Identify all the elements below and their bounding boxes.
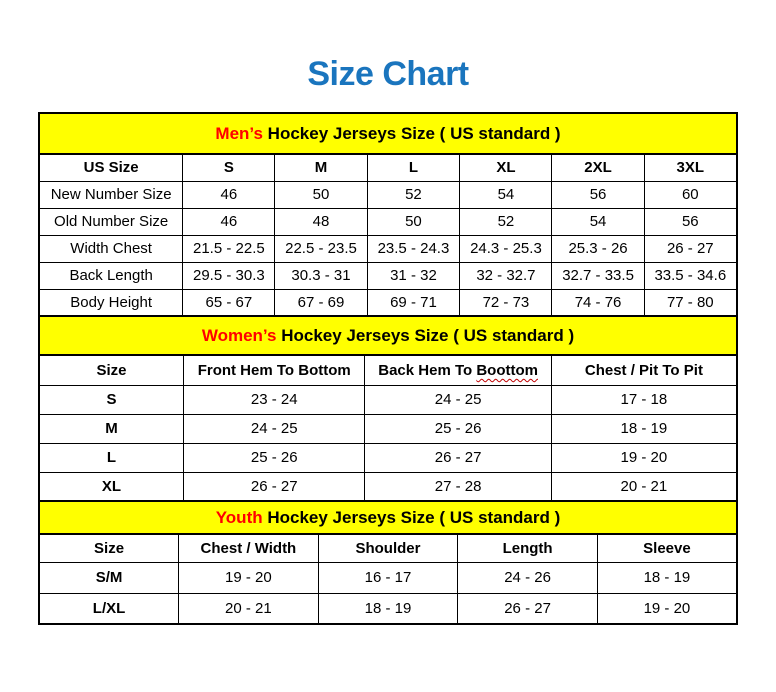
table-cell: 65 - 67 — [183, 289, 275, 316]
table-cell: 25 - 26 — [365, 414, 551, 443]
column-header: Chest / Width — [179, 534, 319, 562]
table-cell: 50 — [367, 208, 460, 235]
table-cell: 26 - 27 — [644, 235, 737, 262]
section-header-youth — [38, 502, 738, 533]
column-header: 2XL — [552, 154, 644, 181]
table-cell: 67 - 69 — [275, 289, 367, 316]
table-cell: 77 - 80 — [644, 289, 737, 316]
row-label: New Number Size — [39, 181, 183, 208]
row-label: Width Chest — [39, 235, 183, 262]
table-cell: 26 - 27 — [183, 472, 364, 501]
table-cell: 19 - 20 — [179, 562, 319, 593]
column-header: Length — [458, 534, 598, 562]
mens-size-table — [38, 153, 738, 317]
section-header-mens — [38, 112, 738, 153]
table-cell: 23 - 24 — [183, 385, 364, 414]
table-row — [39, 235, 737, 262]
table-cell: 16 - 17 — [318, 562, 458, 593]
table-row — [39, 562, 737, 593]
table-cell: 46 — [183, 181, 275, 208]
table-cell: 29.5 - 30.3 — [183, 262, 275, 289]
table-cell: 24.3 - 25.3 — [460, 235, 552, 262]
row-label: L/XL — [39, 593, 179, 624]
column-header: 3XL — [644, 154, 737, 181]
table-cell: 50 — [275, 181, 367, 208]
column-header: Shoulder — [318, 534, 458, 562]
row-label: Old Number Size — [39, 208, 183, 235]
column-header: Front Hem To Bottom — [183, 355, 364, 385]
table-cell: 24 - 25 — [183, 414, 364, 443]
section-header-youth-rest: Hockey Jerseys Size ( US standard ) — [262, 507, 561, 527]
column-header: Chest / Pit To Pit — [551, 355, 737, 385]
row-label: Back Length — [39, 262, 183, 289]
header-row — [39, 355, 737, 385]
table-row — [39, 443, 737, 472]
table-row — [39, 385, 737, 414]
table-cell: 19 - 20 — [551, 443, 737, 472]
section-header-mens-rest: Hockey Jerseys Size ( US standard ) — [262, 123, 561, 143]
table-cell: 33.5 - 34.6 — [644, 262, 737, 289]
table-cell: 56 — [552, 181, 644, 208]
column-header: M — [275, 154, 367, 181]
row-label: S — [39, 385, 183, 414]
table-row — [39, 181, 737, 208]
column-header: S — [183, 154, 275, 181]
row-label: Body Height — [39, 289, 183, 316]
table-cell: 25 - 26 — [183, 443, 364, 472]
table-cell: 31 - 32 — [367, 262, 460, 289]
column-header: Size — [39, 355, 183, 385]
column-header: Back Hem To Boottom — [365, 355, 551, 385]
row-label: XL — [39, 472, 183, 501]
table-cell: 32.7 - 33.5 — [552, 262, 644, 289]
column-header: XL — [460, 154, 552, 181]
table-cell: 52 — [460, 208, 552, 235]
table-row — [39, 472, 737, 501]
section-header-womens-highlight: Women’s — [201, 325, 277, 345]
table-cell: 27 - 28 — [365, 472, 551, 501]
table-cell: 69 - 71 — [367, 289, 460, 316]
table-cell: 18 - 19 — [551, 414, 737, 443]
column-header: Size — [39, 534, 179, 562]
table-cell: 72 - 73 — [460, 289, 552, 316]
table-cell: 20 - 21 — [551, 472, 737, 501]
size-chart-container — [38, 112, 738, 625]
table-cell: 26 - 27 — [365, 443, 551, 472]
youth-size-table — [38, 533, 738, 625]
table-cell: 22.5 - 23.5 — [275, 235, 367, 262]
section-header-youth-highlight: Youth — [215, 507, 263, 527]
row-label: M — [39, 414, 183, 443]
table-row — [39, 208, 737, 235]
table-row — [39, 262, 737, 289]
table-cell: 60 — [644, 181, 737, 208]
table-cell: 52 — [367, 181, 460, 208]
table-cell: 17 - 18 — [551, 385, 737, 414]
table-cell: 54 — [552, 208, 644, 235]
table-row — [39, 593, 737, 624]
table-cell: 32 - 32.7 — [460, 262, 552, 289]
table-cell: 74 - 76 — [552, 289, 644, 316]
section-header-mens-highlight: Men’s — [215, 123, 263, 143]
table-cell: 19 - 20 — [597, 593, 737, 624]
table-row — [39, 289, 737, 316]
table-cell: 56 — [644, 208, 737, 235]
table-cell: 30.3 - 31 — [275, 262, 367, 289]
table-cell: 26 - 27 — [458, 593, 598, 624]
table-cell: 20 - 21 — [179, 593, 319, 624]
table-row — [39, 414, 737, 443]
womens-size-table — [38, 354, 738, 502]
table-cell: 46 — [183, 208, 275, 235]
table-cell: 48 — [275, 208, 367, 235]
table-cell: 23.5 - 24.3 — [367, 235, 460, 262]
column-header: US Size — [39, 154, 183, 181]
table-cell: 18 - 19 — [318, 593, 458, 624]
row-label: S/M — [39, 562, 179, 593]
section-header-womens-rest: Hockey Jerseys Size ( US standard ) — [276, 325, 575, 345]
column-header: Sleeve — [597, 534, 737, 562]
table-cell: 18 - 19 — [597, 562, 737, 593]
header-row — [39, 534, 737, 562]
table-cell: 24 - 25 — [365, 385, 551, 414]
row-label: L — [39, 443, 183, 472]
header-row — [39, 154, 737, 181]
table-cell: 25.3 - 26 — [552, 235, 644, 262]
table-cell: 21.5 - 22.5 — [183, 235, 275, 262]
table-cell: 24 - 26 — [458, 562, 598, 593]
column-header: L — [367, 154, 460, 181]
section-header-womens — [38, 317, 738, 354]
table-cell: 54 — [460, 181, 552, 208]
misspelled-word: Boottom — [476, 361, 538, 379]
page-title: Size Chart — [307, 55, 469, 93]
